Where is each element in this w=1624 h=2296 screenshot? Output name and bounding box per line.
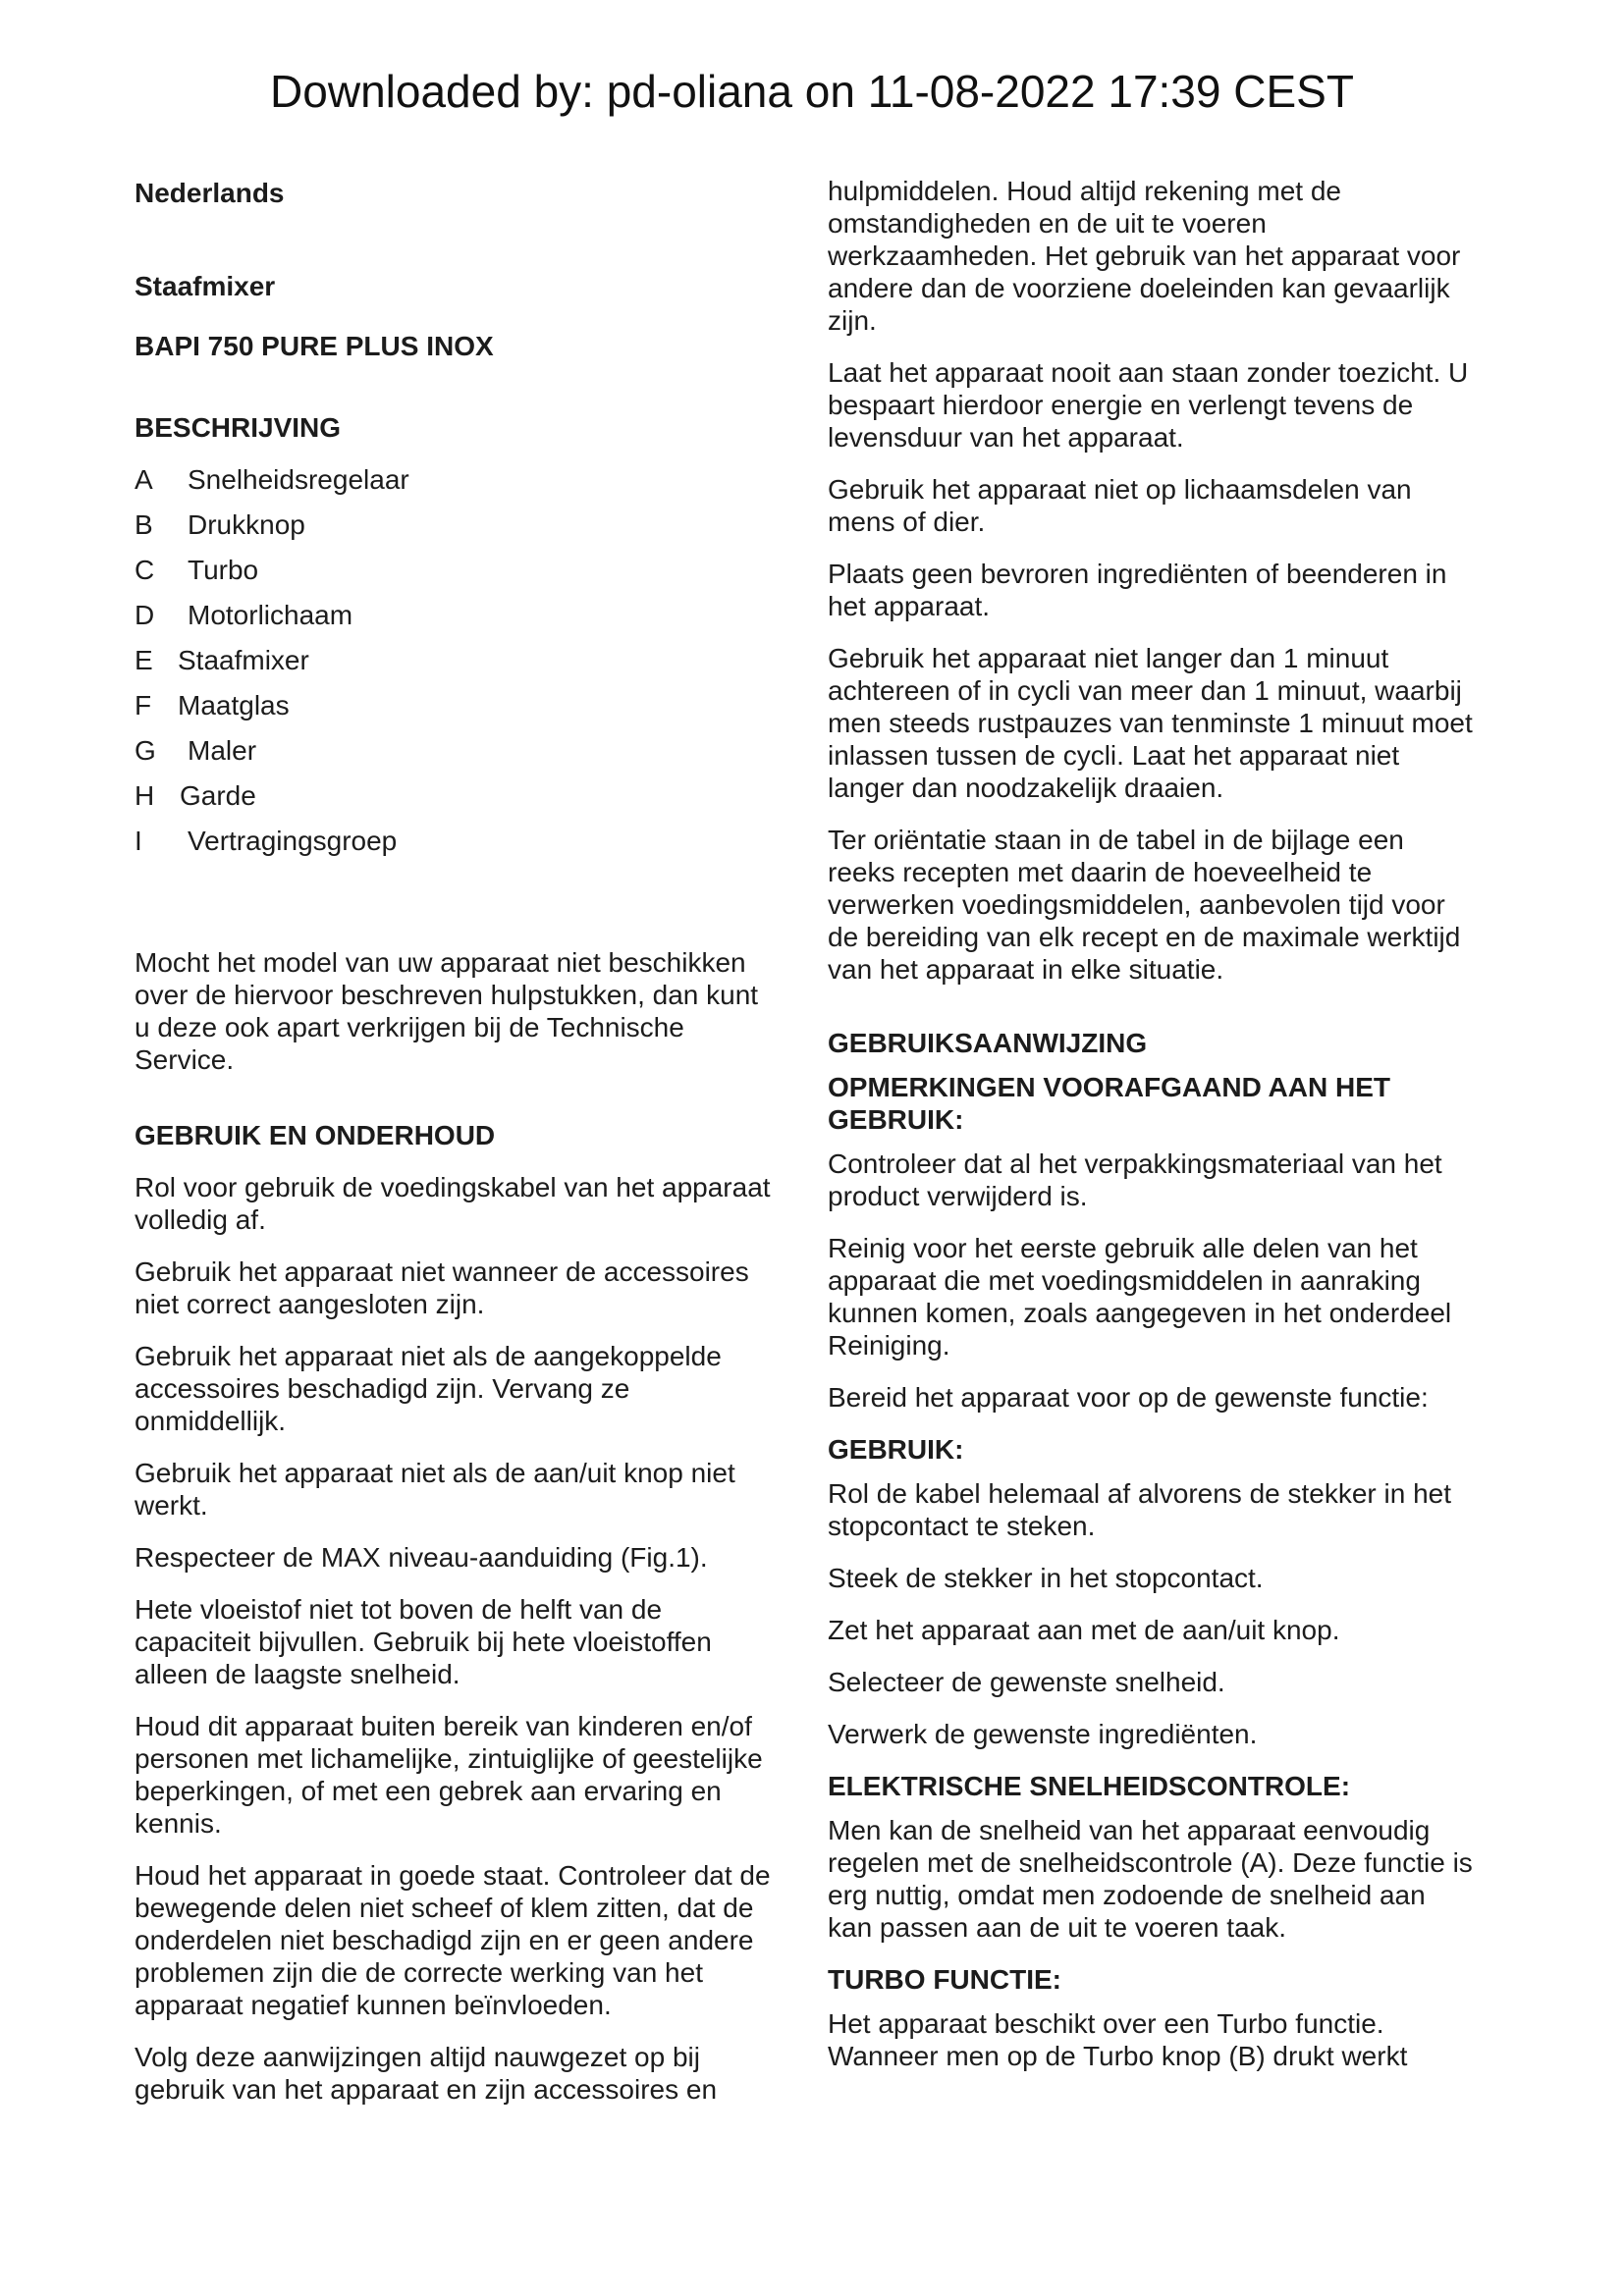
instructions-heading: GEBRUIKSAANWIJZING bbox=[828, 1028, 1148, 1058]
paragraph: Volg deze aanwijzingen altijd nauwgezet op bij gebruik van het apparaat en zijn accessoires en bbox=[135, 2042, 718, 2105]
part-name: Snelheidsregelaar bbox=[188, 464, 409, 495]
paragraph: Gebruik het apparaat niet wanneer de accessoires niet correct aangesloten zijn. bbox=[135, 1256, 749, 1319]
paragraph: Gebruik het apparaat niet langer dan 1 minuut achtereen of in cycli van meer dan 1 minuut, waarbij men steeds rustpauzes van tenminste 1 minuut moet inlassen tussen de cycli. Laat het apparaat niet langer dan noodzakelijk draaien. bbox=[828, 643, 1473, 803]
paragraph: Steek de stekker in het stopcontact. bbox=[828, 1563, 1264, 1593]
paragraph: Houd het apparaat in goede staat. Controleer dat de bewegende delen niet scheef of klem zitten, dat de onderdelen niet beschadigd zijn en er geen andere problemen zijn die de correcte werking van het apparaat negatief kunnen beïnvloeden. bbox=[135, 1860, 771, 2020]
paragraph: Respecteer de MAX niveau-aanduiding (Fig.1). bbox=[135, 1542, 708, 1573]
paragraph: Selecteer de gewenste snelheid. bbox=[828, 1667, 1225, 1697]
part-name: Turbo bbox=[188, 555, 259, 585]
part-item bbox=[135, 734, 773, 779]
part-name: Maler bbox=[188, 735, 257, 766]
paragraph: Reinig voor het eerste gebruik alle delen van het apparaat die met voedingsmiddelen in aanraking kunnen komen, zoals aangegeven in het onderdeel Reiniging. bbox=[828, 1233, 1452, 1361]
part-letter: H bbox=[135, 780, 155, 811]
product-name: Staafmixer bbox=[135, 271, 276, 301]
speed-control-heading: ELEKTRISCHE SNELHEIDSCONTROLE: bbox=[828, 1771, 1351, 1801]
part-item bbox=[135, 825, 773, 870]
part-name: Maatglas bbox=[178, 690, 290, 721]
paragraph: Plaats geen bevroren ingrediënten of beenderen in het apparaat. bbox=[828, 559, 1447, 621]
part-name: Vertragingsgroep bbox=[188, 826, 398, 856]
part-letter: B bbox=[135, 509, 153, 540]
paragraph: Verwerk de gewenste ingrediënten. bbox=[828, 1719, 1258, 1749]
part-name: Motorlichaam bbox=[188, 600, 353, 630]
paragraph: Rol voor gebruik de voedingskabel van het apparaat volledig af. bbox=[135, 1172, 771, 1235]
paragraph: Men kan de snelheid van het apparaat eenvoudig regelen met de snelheidscontrole (A). Deze functie is erg nuttig, omdat men zodoende de snelheid aan kan passen aan de uit te voeren taak. bbox=[828, 1815, 1473, 1943]
part-letter: G bbox=[135, 735, 156, 766]
paragraph: Ter oriëntatie staan in de tabel in de bijlage een reeks recepten met daarin de hoeveelheid te verwerken voedingsmiddelen, aanbevolen tijd voor de bereiding van elk recept en de maximale werktijd van het apparaat in elke situatie. bbox=[828, 825, 1461, 985]
part-letter: F bbox=[135, 690, 152, 721]
paragraph: Het apparaat beschikt over een Turbo functie. Wanneer men op de Turbo knop (B) drukt werkt bbox=[828, 2008, 1408, 2071]
parts-note: Mocht het model van uw apparaat niet beschikken over de hiervoor beschreven hulpstukken, dan kunt u deze ook apart verkrijgen bij de Technische Service. bbox=[135, 947, 759, 1075]
part-item bbox=[135, 463, 773, 508]
description-heading: BESCHRIJVING bbox=[135, 412, 342, 443]
use-heading: GEBRUIK: bbox=[828, 1434, 964, 1465]
language-heading: Nederlands bbox=[135, 178, 285, 208]
paragraph: Gebruik het apparaat niet als de aangekoppelde accessoires beschadigd zijn. Vervang ze onmiddellijk. bbox=[135, 1341, 722, 1436]
paragraph: Hete vloeistof niet tot boven de helft van de capaciteit bijvullen. Gebruik bij hete vloeistoffen alleen de laagste snelheid. bbox=[135, 1594, 712, 1689]
part-item bbox=[135, 508, 773, 554]
paragraph: Gebruik het apparaat niet op lichaamsdelen van mens of dier. bbox=[828, 474, 1412, 537]
turbo-heading: TURBO FUNCTIE: bbox=[828, 1964, 1061, 1995]
part-letter: C bbox=[135, 555, 155, 585]
paragraph: Laat het apparaat nooit aan staan zonder toezicht. U bespaart hierdoor energie en verlengt tevens de levensduur van het apparaat. bbox=[828, 357, 1469, 453]
part-item bbox=[135, 644, 773, 689]
paragraph: Controleer dat al het verpakkingsmateriaal van het product verwijderd is. bbox=[828, 1148, 1442, 1211]
part-name: Drukknop bbox=[188, 509, 305, 540]
use-maintenance-heading: GEBRUIK EN ONDERHOUD bbox=[135, 1120, 496, 1150]
paragraph: Zet het apparaat aan met de aan/uit knop. bbox=[828, 1615, 1340, 1645]
right-column bbox=[828, 175, 1476, 2092]
paragraph: hulpmiddelen. Houd altijd rekening met de omstandigheden en de uit te voeren werkzaamheden. Het gebruik van het apparaat voor andere dan de voorziene doeleinden kan gevaarlijk zijn. bbox=[828, 176, 1461, 336]
part-item bbox=[135, 779, 773, 825]
paragraph: Bereid het apparaat voor op de gewenste functie: bbox=[828, 1382, 1429, 1413]
pre-use-heading: OPMERKINGEN VOORAFGAAND AAN HET GEBRUIK: bbox=[828, 1072, 1390, 1135]
part-letter: E bbox=[135, 645, 153, 675]
part-name: Staafmixer bbox=[178, 645, 309, 675]
parts-list bbox=[135, 463, 773, 870]
part-name: Garde bbox=[180, 780, 256, 811]
part-item bbox=[135, 599, 773, 644]
part-item bbox=[135, 554, 773, 599]
paragraph: Gebruik het apparaat niet als de aan/uit knop niet werkt. bbox=[135, 1458, 735, 1521]
part-letter: I bbox=[135, 826, 142, 856]
download-header: Downloaded by: pd-oliana on 11-08-2022 17:39 CEST bbox=[270, 66, 1354, 117]
model-name: BAPI 750 PURE PLUS INOX bbox=[135, 331, 494, 361]
part-item bbox=[135, 689, 773, 734]
part-letter: A bbox=[135, 464, 153, 495]
paragraph: Houd dit apparaat buiten bereik van kinderen en/of personen met lichamelijke, zintuiglijke of geestelijke beperkingen, of met een gebrek aan ervaring en kennis. bbox=[135, 1711, 763, 1839]
part-letter: D bbox=[135, 600, 155, 630]
paragraph: Rol de kabel helemaal af alvorens de stekker in het stopcontact te steken. bbox=[828, 1478, 1452, 1541]
left-column bbox=[135, 175, 773, 2125]
